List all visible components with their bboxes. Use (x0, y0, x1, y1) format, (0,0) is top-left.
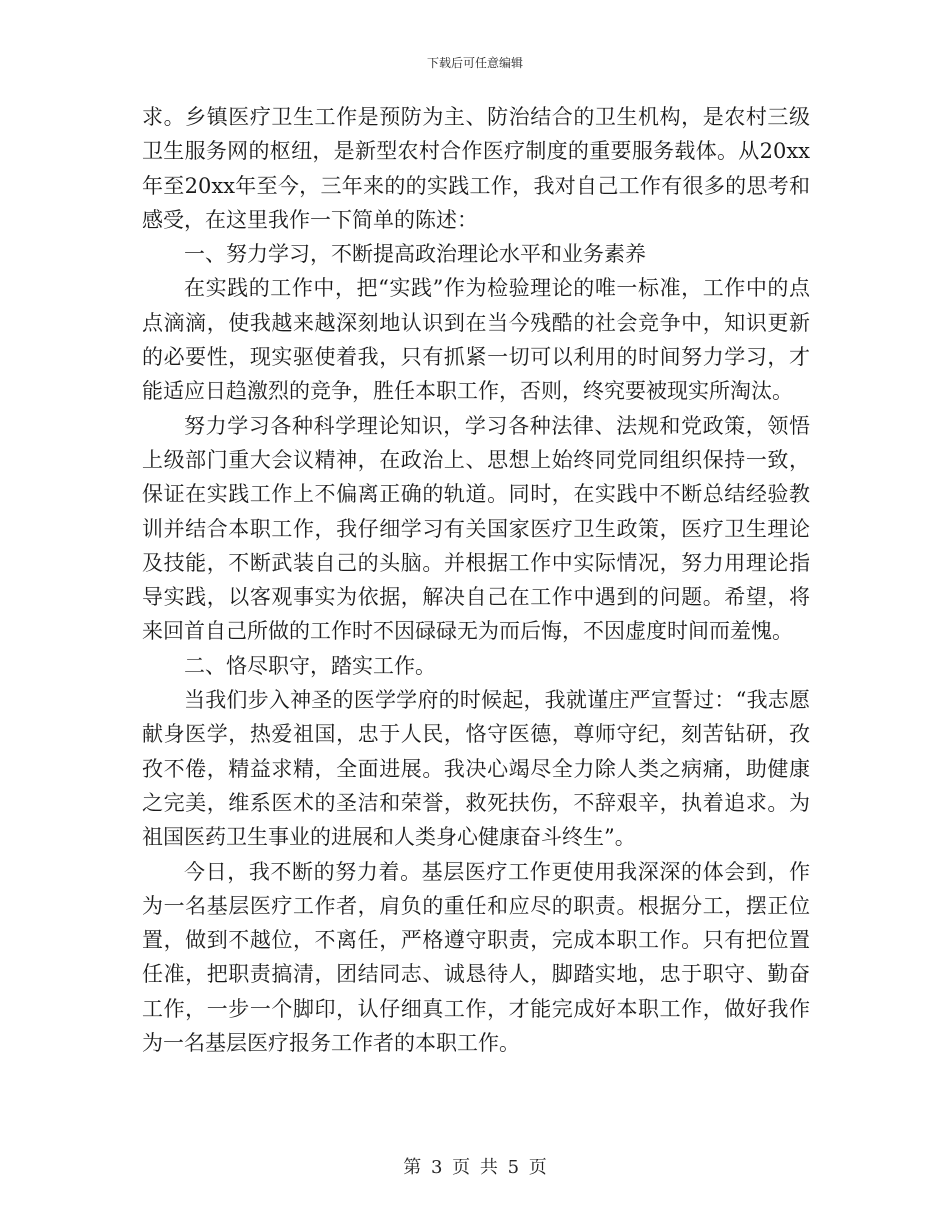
section-heading-2: 二、恪尽职守，踏实工作。 (184, 653, 436, 678)
paragraph: 在实践的工作中，把“实践”作为检验理论的唯一标准，工作中的点点滴滴，使我越来越深刻地认识到在当今残酷的社会竞争中，知识更新的必要性，现实驱使着我，只有抓紧一切可以利用的时间努力学习，才能适应日趋激烈的竞争，胜任本职工作，否则，终究要被现实所淘汰。 (142, 276, 810, 404)
paragraph: 今日，我不断的努力着。基层医疗工作更使用我深深的体会到，作为一名基层医疗工作者，肩负的重任和应尽的职责。根据分工，摆正位置，做到不越位，不离任，严格遵守职责，完成本职工作。只有把位置任准，把职责搞清，团结同志、诚恳待人，脚踏实地，忠于职守、勤奋工作，一步一个脚印，认仔细真工作，才能完成好本职工作，做好我作为一名基层医疗报务工作者的本职工作。 (142, 859, 810, 1056)
page-header: 下载后可任意编辑 (426, 56, 523, 70)
page-number-footer: 第 3 页 共 5 页 (403, 1157, 547, 1178)
paragraph: 努力学习各种科学理论知识，学习各种法律、法规和党政策，领悟上级部门重大会议精神，在政治上、思想上始终同党同组织保持一致，保证在实践工作上不偏离正确的轨道。同时，在实践中不断总结经验教训并结合本职工作，我仔细学习有关国家医疗卫生政策，医疗卫生理论及技能，不断武装自己的头脑。并根据工作中实际情况，努力用理论指导实践，以客观事实为依据，解决自己在工作中遇到的问题。希望，将来回首自己所做的工作时不因碌碌无为而后悔，不因虚度时间而羞愧。 (142, 413, 810, 644)
section-heading-1: 一、努力学习，不断提高政治理论水平和业务素养 (184, 242, 646, 267)
document-body (142, 100, 810, 1060)
paragraph-continuation: 求。乡镇医疗卫生工作是预防为主、防治结合的卫生机构，是农村三级卫生服务网的枢纽，是新型农村合作医疗制度的重要服务载体。从20xx年至20xx年至今，三年来的的实践工作，我对自己工作有很多的思考和感受，在这里我作一下简单的陈述： (142, 105, 810, 232)
paragraph: 当我们步入神圣的医学学府的时候起，我就谨庄严宣誓过：“我志愿献身医学，热爱祖国，忠于人民，恪守医德，尊师守纪，刻苦钻研，孜孜不倦，精益求精，全面进展。我决心竭尽全力除人类之病痛，助健康之完美，维系医术的圣洁和荣誉，救死扶伤，不辞艰辛，执着追求。为祖国医药卫生事业的进展和人类身心健康奋斗终生”。 (142, 688, 810, 850)
